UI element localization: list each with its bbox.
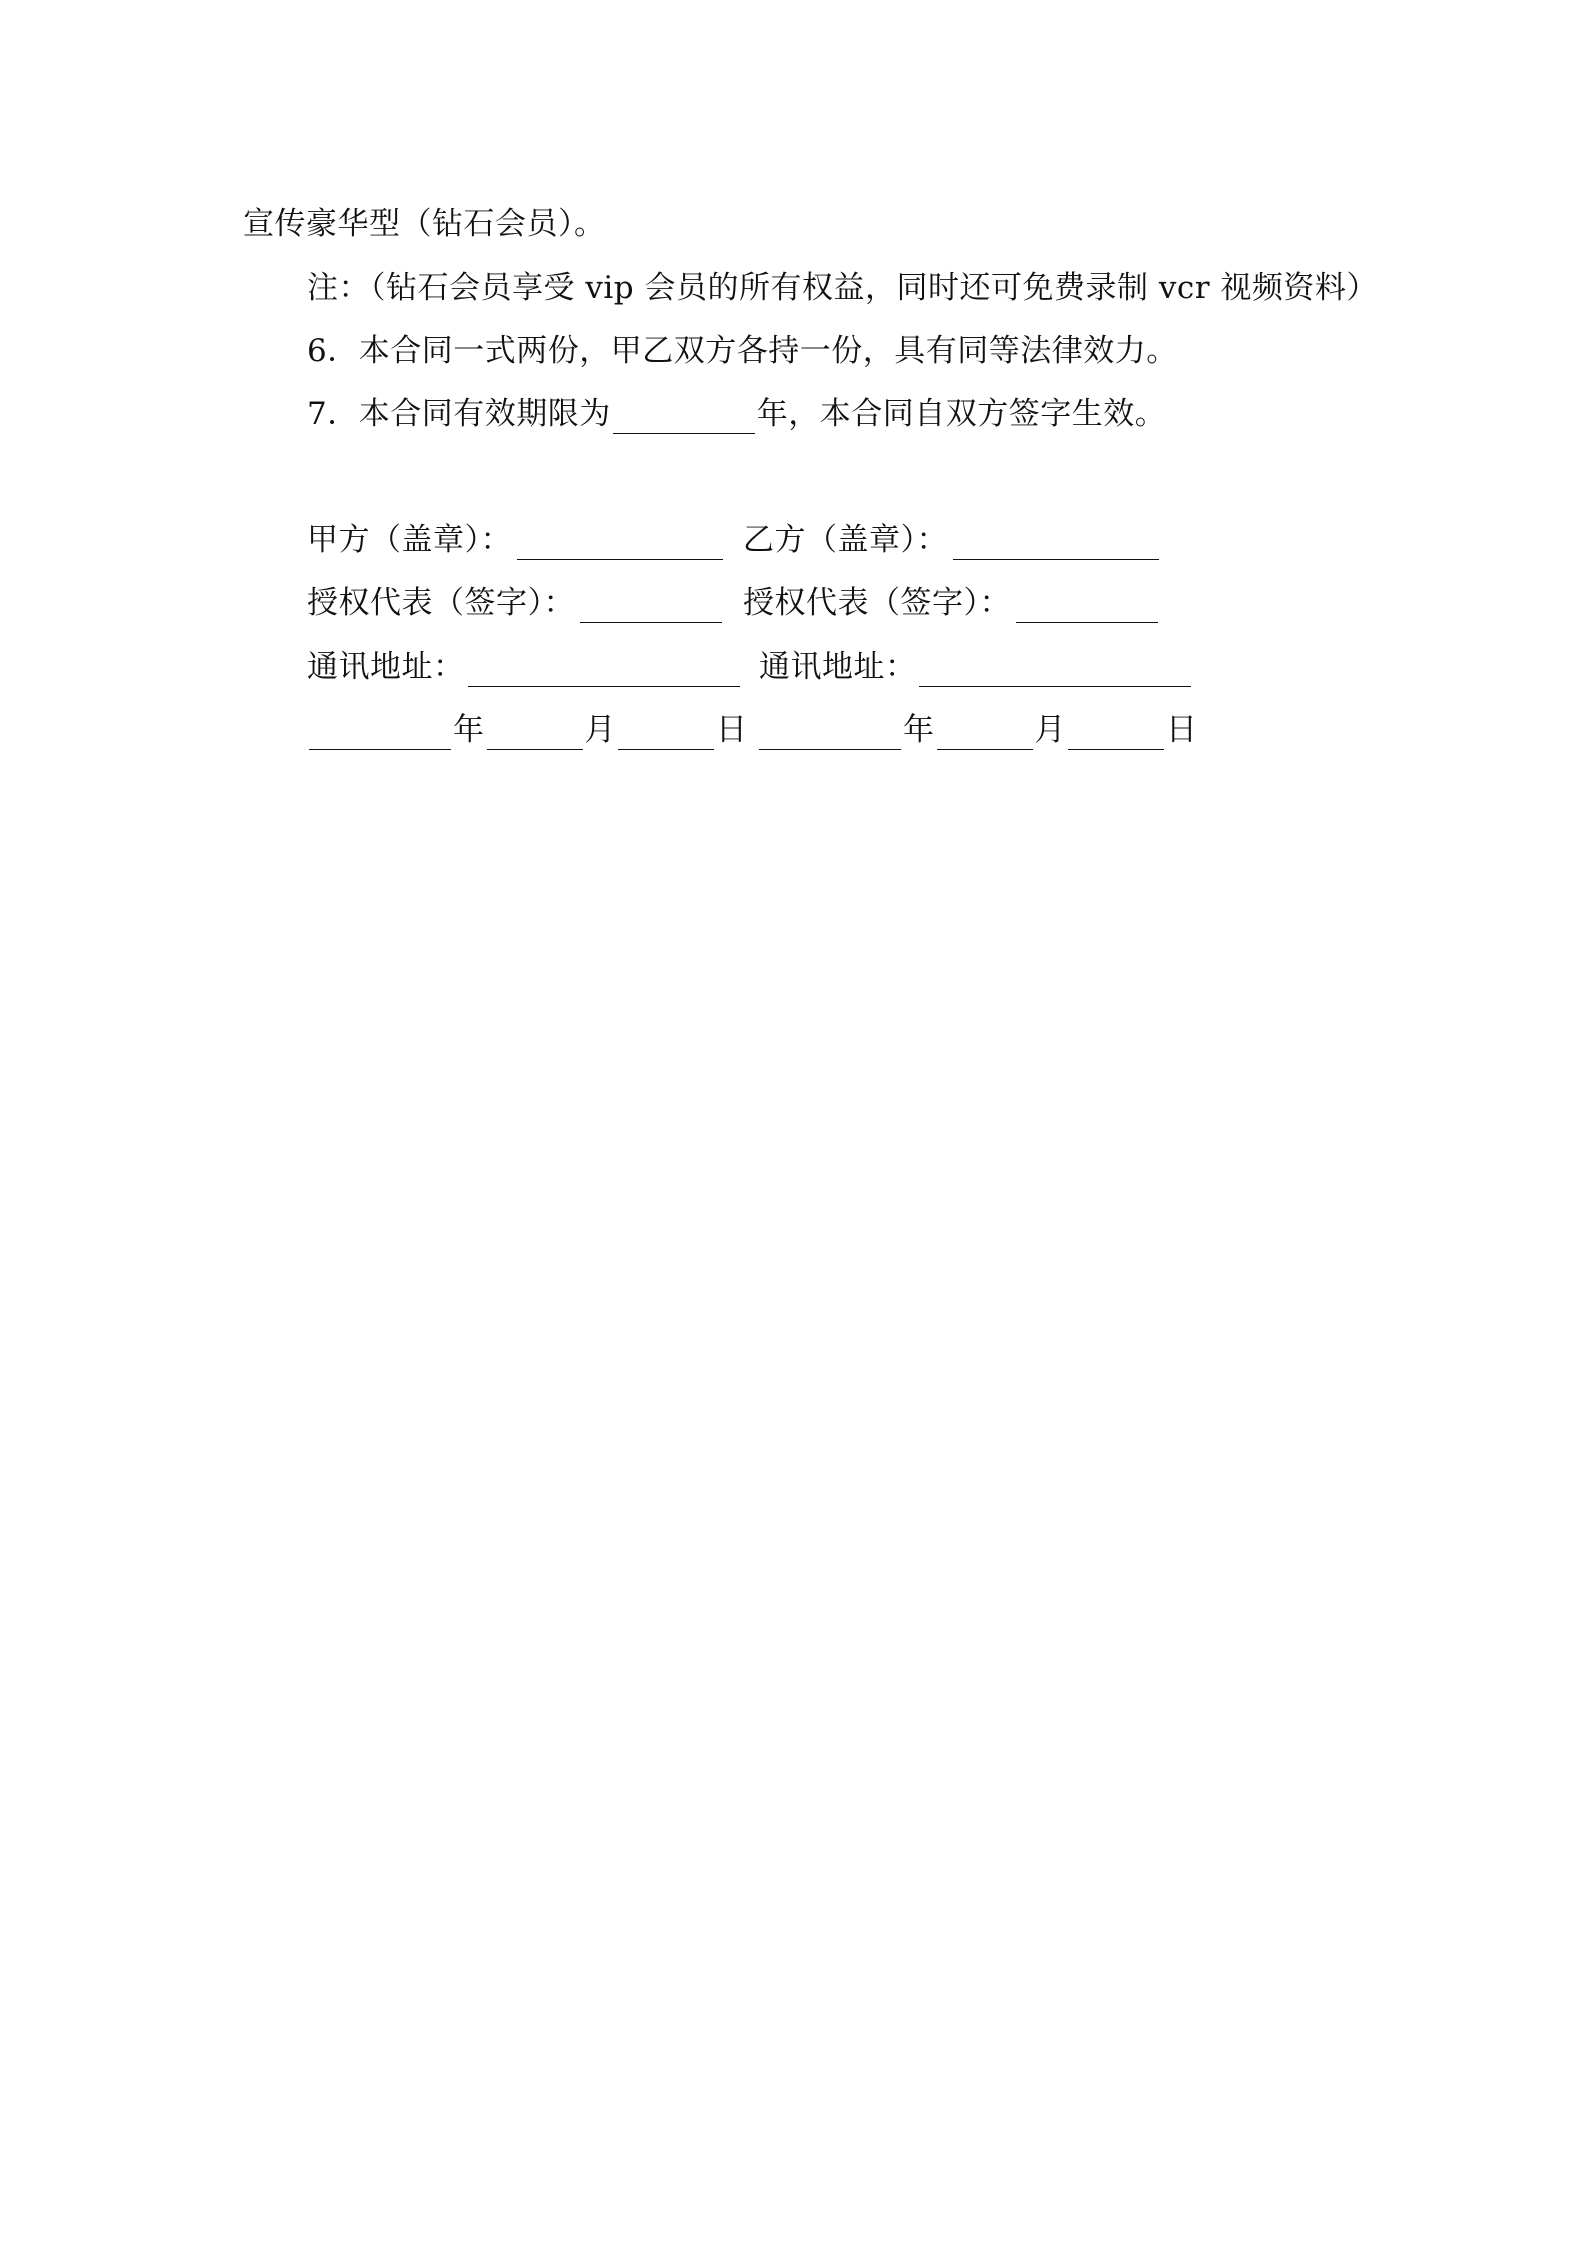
paragraph-text (243, 204, 606, 244)
rep-b-label: 授权代表（签字）： (743, 585, 1011, 621)
addr-a-row (307, 647, 465, 687)
party-b-seal-label: 乙方（盖章）： (743, 522, 948, 558)
text-line: 6．本合同一式两份，甲乙双方各持一份，具有同等法律效力。 (307, 333, 1178, 369)
date-a-row (307, 710, 748, 750)
clause-6 (307, 331, 1178, 371)
term-years-blank[interactable] (613, 403, 755, 434)
date-b-day-blank[interactable] (1068, 719, 1164, 750)
party-a-seal-blank-wrap (515, 520, 725, 560)
addr-b-label: 通讯地址： (759, 649, 917, 685)
addr-a-blank-wrap (466, 647, 742, 687)
rep-b-row (743, 583, 1011, 623)
month-label: 月 (584, 712, 616, 748)
day-label: 日 (716, 712, 748, 748)
party-a-seal-label: 甲方（盖章）： (307, 522, 512, 558)
addr-b-blank-wrap (917, 647, 1193, 687)
date-b-row (757, 710, 1198, 750)
clause-7-prefix: 7．本合同有效期限为 (307, 396, 611, 432)
rep-a-label: 授权代表（签字）： (307, 585, 575, 621)
date-a-year-blank[interactable] (309, 719, 451, 750)
year-label: 年 (453, 712, 485, 748)
year-label: 年 (903, 712, 935, 748)
party-b-seal-blank-wrap (951, 520, 1161, 560)
party-a-seal-blank[interactable] (517, 529, 723, 560)
text-line: 注：（钻石会员享受 vip 会员的所有权益，同时还可免费录制 vcr 视频资料） (307, 270, 1378, 306)
date-a-day-blank[interactable] (618, 719, 714, 750)
rep-b-blank-wrap (1014, 583, 1160, 623)
date-a-month-blank[interactable] (487, 719, 583, 750)
rep-b-signature-blank[interactable] (1016, 592, 1158, 623)
text-line: 宣传豪华型（钻石会员）。 (243, 206, 606, 242)
rep-a-blank-wrap (578, 583, 724, 623)
party-b-seal-row (743, 520, 948, 560)
addr-a-label: 通讯地址： (307, 649, 465, 685)
clause-7-suffix: 年，本合同自双方签字生效。 (756, 396, 1167, 432)
date-b-year-blank[interactable] (759, 719, 901, 750)
day-label: 日 (1166, 712, 1198, 748)
party-b-seal-blank[interactable] (953, 529, 1159, 560)
date-b-month-blank[interactable] (937, 719, 1033, 750)
note-text (307, 268, 1378, 308)
addr-b-blank[interactable] (919, 656, 1191, 687)
clause-7 (307, 394, 1166, 434)
rep-a-signature-blank[interactable] (580, 592, 722, 623)
party-a-seal-row (307, 520, 512, 560)
rep-a-row (307, 583, 575, 623)
month-label: 月 (1034, 712, 1066, 748)
addr-b-row (759, 647, 917, 687)
addr-a-blank[interactable] (468, 656, 740, 687)
